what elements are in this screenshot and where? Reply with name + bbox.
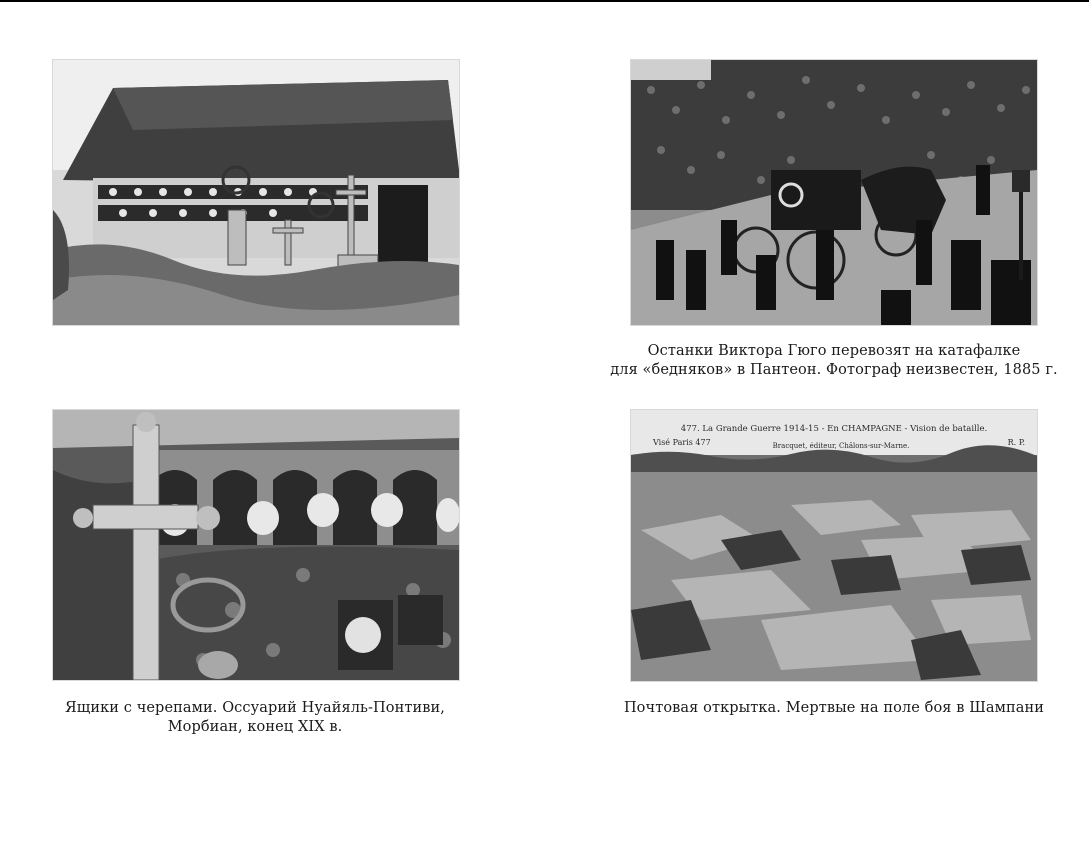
postcard-title: 477. La Grande Guerre 1914-15 - En CHAMPAGNE - Vision de bataille. — [680, 424, 988, 434]
ossuary-building-photo — [53, 60, 459, 325]
battlefield-postcard-photo — [631, 410, 1037, 681]
caption-line: Морбиан, конец XIX в. — [167, 719, 343, 735]
postcard-publisher: Bracquet, éditeur, Châlons-sur-Marne. — [772, 442, 910, 450]
battlefield-caption — [604, 699, 1064, 718]
caption-line: Останки Виктора Гюго перевозят на катафалке — [647, 343, 1021, 359]
caption-line: Почтовая открытка. Мертвые на поле боя в Шампани — [623, 700, 1045, 716]
caption-line: для «бедняков» в Пантеон. Фотограф неизвестен, 1885 г. — [610, 362, 1058, 378]
hugo-funeral-caption — [604, 342, 1064, 380]
postcard-rp: R. P. — [1007, 438, 1025, 447]
top-rule — [0, 0, 1089, 2]
skull-boxes-caption — [25, 699, 485, 737]
hugo-funeral-photo — [631, 60, 1037, 325]
caption-line: Ящики с черепами. Оссуарий Нуайяль-Понтиви, — [64, 700, 446, 716]
postcard-visa: Visé Paris 477 — [653, 438, 711, 447]
skull-boxes-photo — [53, 410, 459, 680]
